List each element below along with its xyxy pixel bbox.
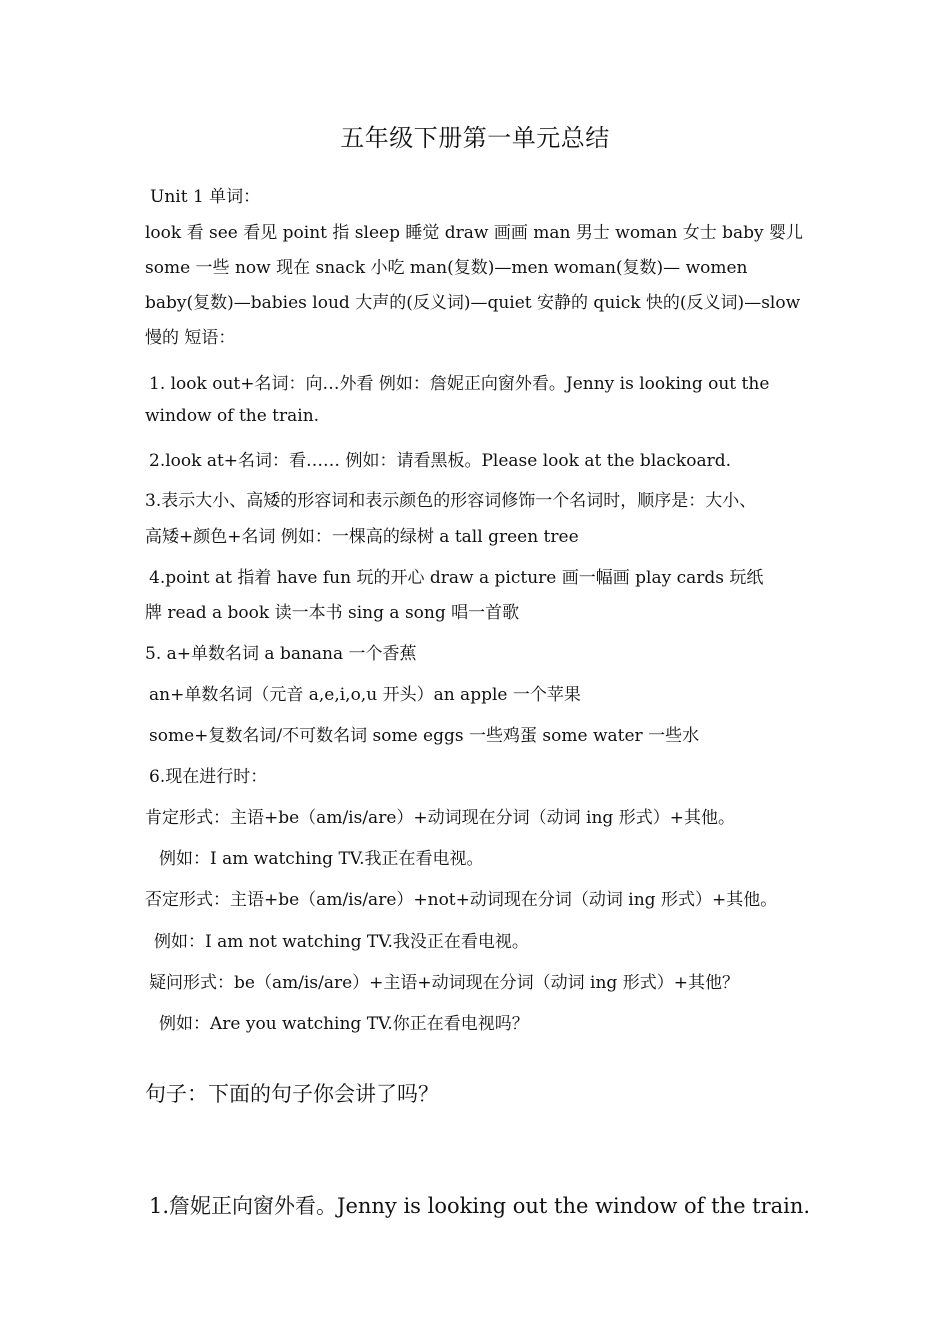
sentences-heading: 句子：下面的句子你会讲了吗？ bbox=[145, 1082, 439, 1106]
unit-heading: Unit 1 单词： bbox=[150, 187, 261, 207]
affirmative-form: 肯定形式：主语+be（am/is/are）+动词现在分词（动词 ing 形式）+其他。 bbox=[145, 808, 735, 828]
phrase-1-line-1: 1. look out+名词：向…外看 例如：詹妮正向窗外看。Jenny is looking out the bbox=[149, 374, 770, 394]
phrase-4-line-2: 牌 read a book 读一本书 sing a song 唱一首歌 bbox=[145, 603, 520, 623]
negative-example: 例如：I am not watching TV.我没正在看电视。 bbox=[154, 932, 529, 952]
phrase-2: 2.look at+名词：看…… 例如：请看黑板。Please look at the blackoard. bbox=[149, 451, 731, 471]
affirmative-example: 例如：I am watching TV.我正在看电视。 bbox=[159, 849, 484, 869]
document-title: 五年级下册第一单元总结 bbox=[340, 124, 610, 152]
vocabulary-paragraph: look 看 see 看见 point 指 sleep 睡觉 draw 画画 man 男士 woman 女士 baby 婴儿 some 一些 now 现在 snack 小吃 man(复数)—men woman(复数)— women baby(复数)—babies loud 大声的(反义词)—quiet 安静的 quick 快的(反义词)—slow 慢的 短语： bbox=[145, 223, 804, 348]
question-example: 例如：Are you watching TV.你正在看电视吗？ bbox=[159, 1014, 529, 1034]
negative-form: 否定形式：主语+be（am/is/are）+not+动词现在分词（动词 ing 形式）+其他。 bbox=[145, 890, 778, 910]
rule-5-line-3: some+复数名词/不可数名词 some eggs 一些鸡蛋 some water 一些水 bbox=[149, 726, 700, 746]
rule-5-line-2: an+单数名词（元音 a,e,i,o,u 开头）an apple 一个苹果 bbox=[149, 685, 581, 705]
rule-5-line-1: 5. a+单数名词 a banana 一个香蕉 bbox=[145, 644, 417, 664]
tense-heading: 6.现在进行时： bbox=[149, 767, 268, 787]
question-form: 疑问形式：be（am/is/are）+主语+动词现在分词（动词 ing 形式）+其他？ bbox=[149, 973, 739, 993]
phrase-4-line-1: 4.point at 指着 have fun 玩的开心 draw a picture 画一幅画 play cards 玩纸 bbox=[149, 568, 764, 588]
phrase-1-line-2: window of the train. bbox=[145, 406, 320, 426]
rule-3-line-1: 3.表示大小、高矮的形容词和表示颜色的形容词修饰一个名词时，顺序是：大小、 bbox=[145, 491, 757, 511]
rule-3-line-2: 高矮+颜色+名词 例如：一棵高的绿树 a tall green tree bbox=[145, 527, 579, 547]
sentence-1: 1.詹妮正向窗外看。Jenny is looking out the window of the train. bbox=[149, 1194, 811, 1218]
